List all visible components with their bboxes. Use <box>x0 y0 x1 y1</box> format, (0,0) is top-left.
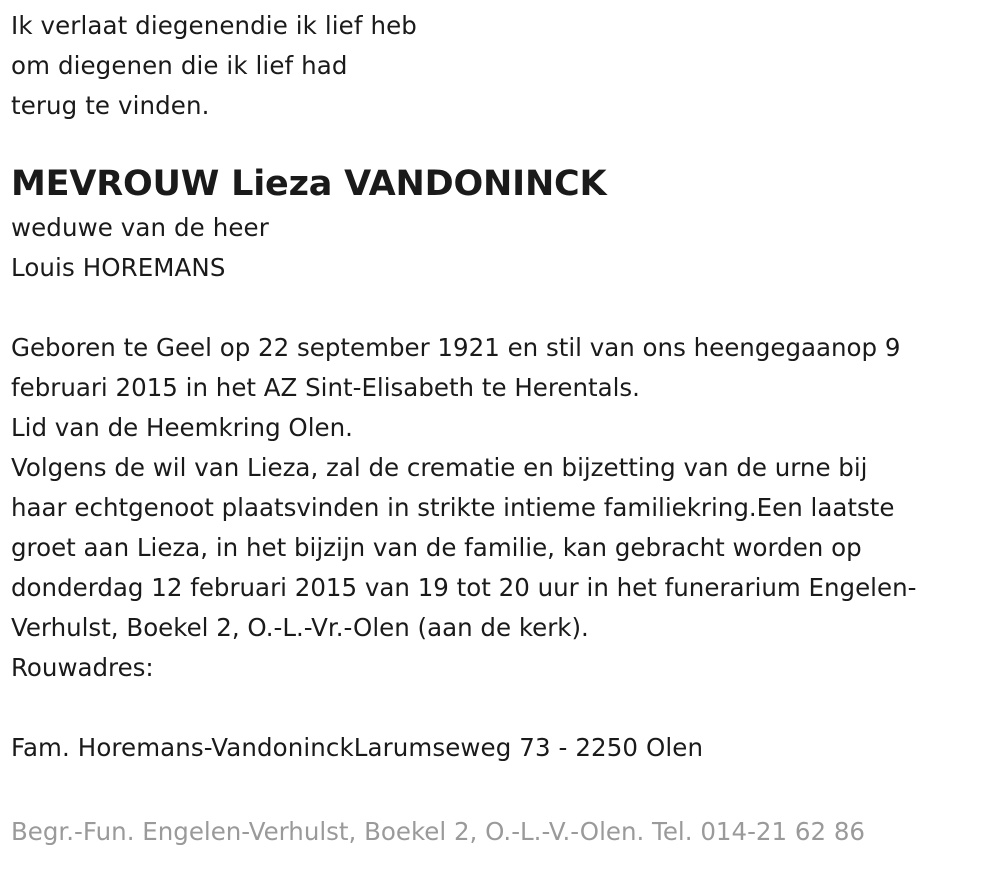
funeral-home-footer: Begr.-Fun. Engelen-Verhulst, Boekel 2, O.-L.-V.-Olen. Tel. 014-21 62 86 <box>11 817 866 846</box>
body-line: februari 2015 in het AZ Sint-Elisabeth te Herentals. <box>11 373 640 402</box>
verse-line: Ik verlaat diegenendie ik lief heb <box>11 11 417 40</box>
deceased-name: MEVROUW Lieza VANDONINCK <box>11 164 607 204</box>
body-line: Rouwadres: <box>11 653 154 682</box>
spacer <box>11 288 993 328</box>
spacer <box>11 688 993 728</box>
body-line: Verhulst, Boekel 2, O.-L.-Vr.-Olen (aan de kerk). <box>11 613 589 642</box>
verse-line: terug te vinden. <box>11 91 210 120</box>
body-line: Geboren te Geel op 22 september 1921 en stil van ons heengegaanop 9 <box>11 333 901 362</box>
body-line: donderdag 12 februari 2015 van 19 tot 20 uur in het funerarium Engelen- <box>11 573 917 602</box>
body-line: groet aan Lieza, in het bijzijn van de familie, kan gebracht worden op <box>11 533 862 562</box>
obituary-notice <box>11 6 993 768</box>
relation-line: Louis HOREMANS <box>11 253 226 282</box>
body-line: haar echtgenoot plaatsvinden in strikte intieme familiekring.Een laatste <box>11 493 895 522</box>
body-line: Lid van de Heemkring Olen. <box>11 413 353 442</box>
relation <box>11 208 993 288</box>
verse-line: om diegenen die ik lief had <box>11 51 348 80</box>
verse <box>11 6 993 126</box>
mourning-address: Fam. Horemans-VandoninckLarumseweg 73 - 2250 Olen <box>11 733 704 762</box>
body-text <box>11 328 993 688</box>
relation-line: weduwe van de heer <box>11 213 269 242</box>
body-line: Volgens de wil van Lieza, zal de crematie en bijzetting van de urne bij <box>11 453 868 482</box>
